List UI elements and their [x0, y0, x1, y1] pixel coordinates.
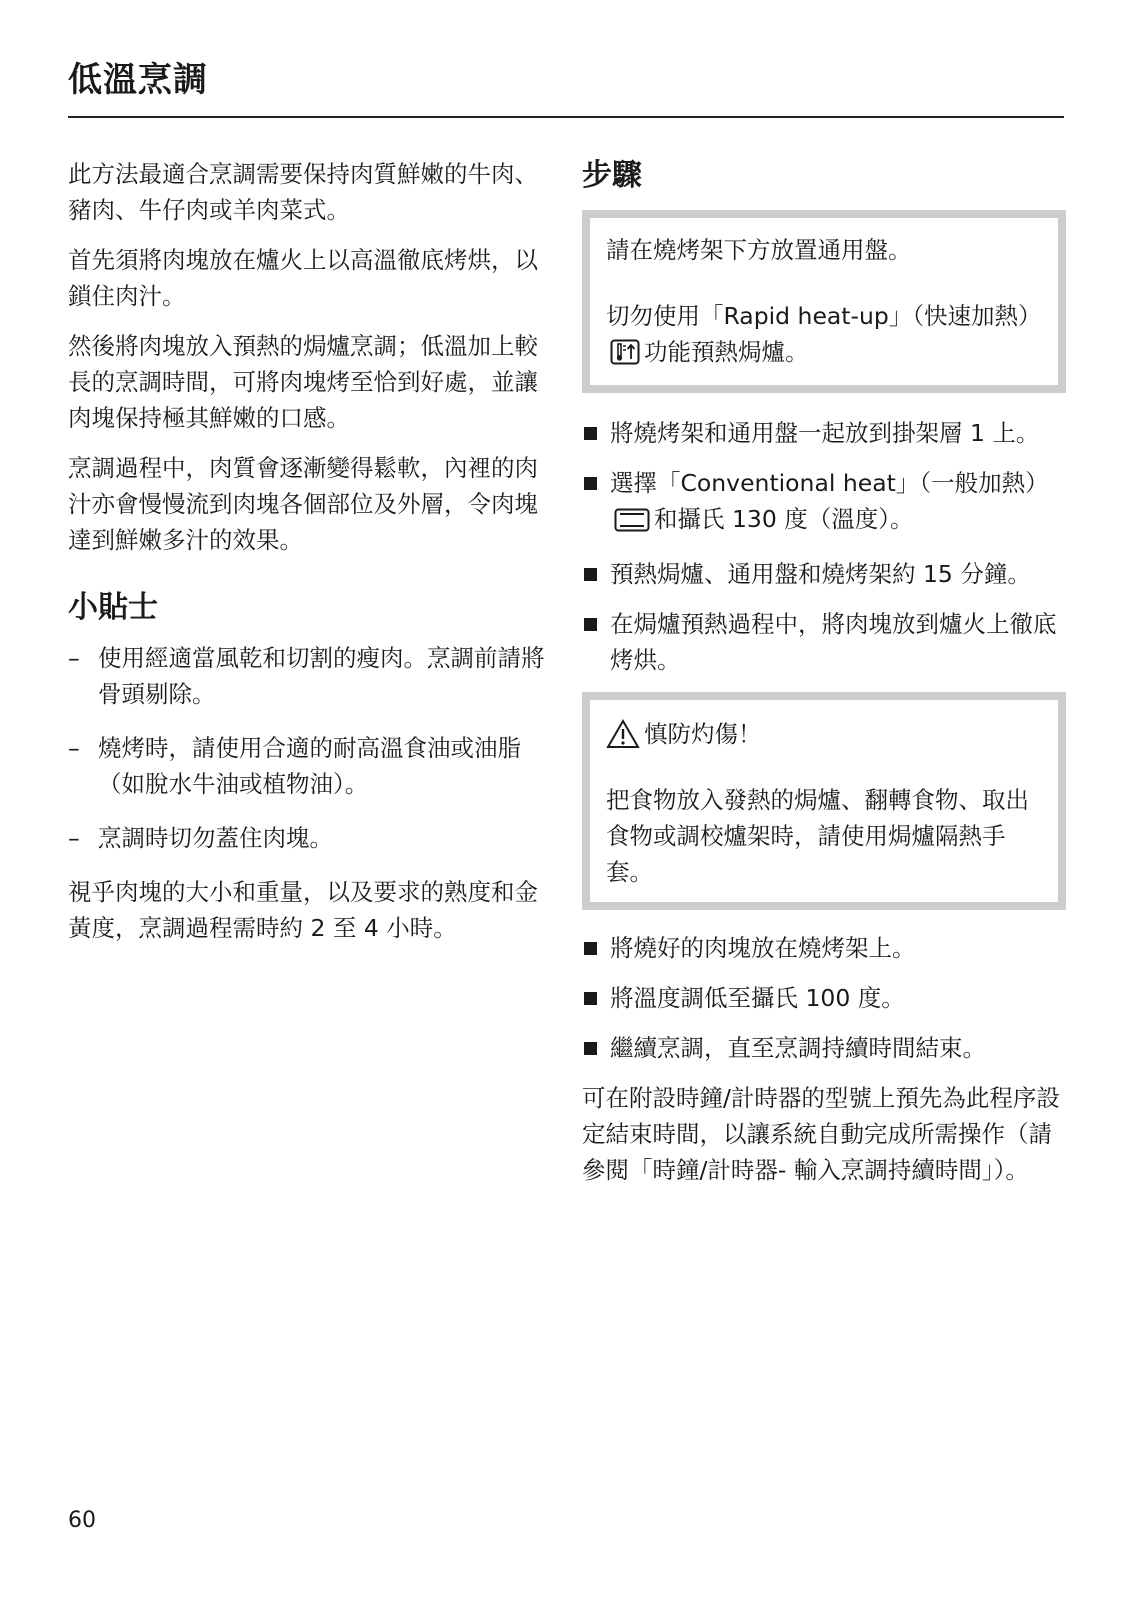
step-item: 在焗爐預熱過程中，將肉塊放到爐火上徹底烤烘。 [582, 606, 1066, 678]
steps-list-continued [582, 930, 1066, 1066]
timer-note: 可在附設時鐘/計時器的型號上預先為此程序設定結束時間，以讓系統自動完成所需操作（請參閱「時鐘/計時器- 輸入烹調持續時間」）。 [582, 1084, 1060, 1184]
step-item: 預熱焗爐、通用盤和燒烤架約 15 分鐘。 [582, 556, 1066, 592]
page-title: 低溫烹調 [68, 60, 208, 100]
step-item: 將燒烤架和通用盤一起放到掛架層 1 上。 [582, 415, 1066, 451]
tip-item: – 使用經適當風乾和切割的瘦肉。烹調前請將骨頭剔除。 [68, 640, 548, 712]
title-divider [68, 116, 1064, 118]
tip-item: – 烹調時切勿蓋住肉塊。 [68, 820, 548, 856]
warning-title: 慎防灼傷！ [644, 720, 762, 748]
instruction-box-line-1: 請在燒烤架下方放置通用盤。 [606, 236, 912, 264]
conventional-heat-icon [614, 506, 650, 542]
step-item: 將燒好的肉塊放在燒烤架上。 [582, 930, 1066, 966]
steps-heading: 步驟 [582, 158, 642, 193]
step-text: 選擇「Conventional heat」（一般加熱） [610, 469, 1049, 497]
steps-list [582, 415, 1066, 678]
instruction-text: 功能預熱焗爐。 [644, 338, 809, 366]
step-item: 繼續烹調，直至烹調持續時間結束。 [582, 1030, 1066, 1066]
right-column [582, 156, 1066, 1202]
warning-heading [606, 716, 1044, 752]
warning-box [582, 692, 1066, 910]
left-column [68, 156, 548, 960]
step-text: 和攝氏 130 度（溫度）。 [654, 505, 914, 533]
warning-text: 把食物放入發熱的焗爐、翻轉食物、取出食物或調校爐架時，請使用焗爐隔熱手套。 [606, 786, 1029, 886]
cooking-time-paragraph: 視乎肉塊的大小和重量，以及要求的熟度和金黃度，烹調過程需時約 2 至 4 小時。 [68, 878, 538, 942]
instruction-box [582, 210, 1066, 393]
intro-paragraph-2: 首先須將肉塊放在爐火上以高溫徹底烤烘，以鎖住肉汁。 [68, 246, 538, 310]
intro-paragraph-4: 烹調過程中，肉質會逐漸變得鬆軟，內裡的肉汁亦會慢慢流到肉塊各個部位及外層，令肉塊達到鮮嫩多汁的效果。 [68, 454, 538, 554]
intro-paragraph-3: 然後將肉塊放入預熱的焗爐烹調；低溫加上較長的烹調時間，可將肉塊烤至恰到好處，並讓肉塊保持極其鮮嫩的口感。 [68, 332, 538, 432]
instruction-box-line-2 [606, 298, 1044, 375]
page-number: 60 [68, 1508, 96, 1533]
warning-triangle-icon [606, 719, 640, 749]
step-item: 將溫度調低至攝氏 100 度。 [582, 980, 1066, 1016]
tips-heading: 小貼士 [68, 590, 158, 625]
intro-paragraph-1: 此方法最適合烹調需要保持肉質鮮嫩的牛肉、豬肉、牛仔肉或羊肉菜式。 [68, 160, 538, 224]
tips-list [68, 640, 548, 856]
instruction-text: 切勿使用「Rapid heat-up」（快速加熱） [606, 302, 1042, 330]
tip-item: – 燒烤時，請使用合適的耐高溫食油或油脂（如脫水牛油或植物油）。 [68, 730, 548, 802]
step-item [582, 465, 1066, 542]
rapid-heat-up-icon [610, 339, 640, 375]
